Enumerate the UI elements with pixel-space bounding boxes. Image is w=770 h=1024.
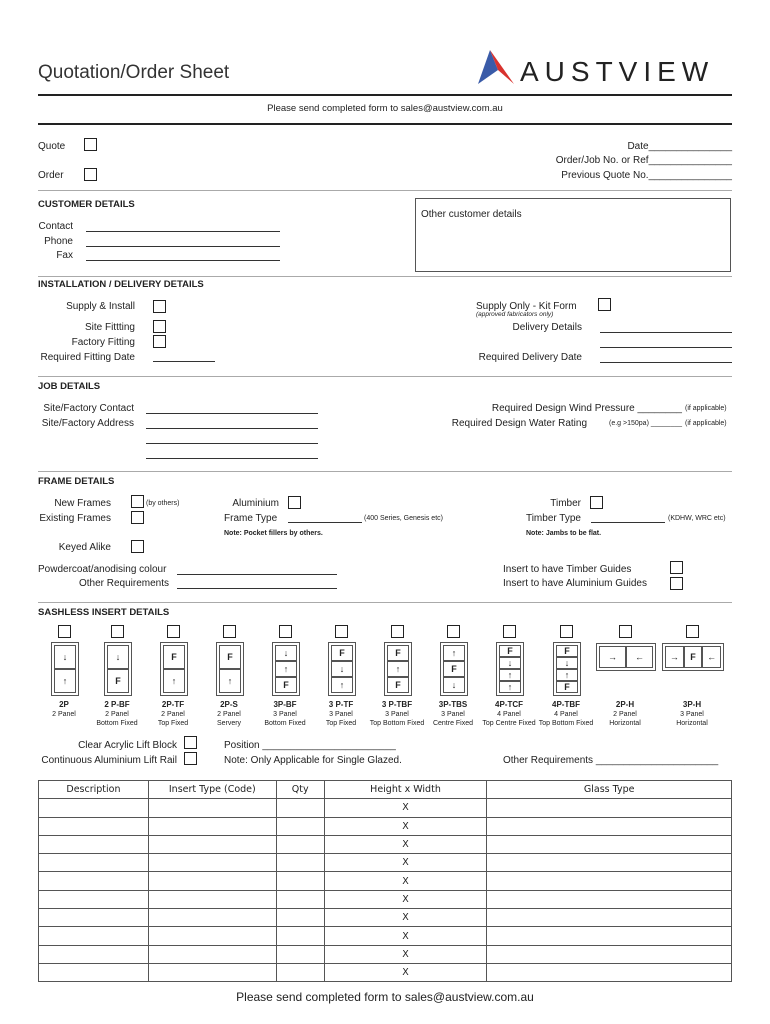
water-if-applicable: (if applicable): [685, 420, 727, 427]
lift-rail-checkbox[interactable]: [184, 752, 197, 765]
frame-type-label: Frame Type: [224, 513, 278, 524]
existing-frames-label: Existing Frames: [39, 513, 111, 524]
down-arrow-icon: ↓: [499, 657, 521, 669]
sashless-diagram: [440, 642, 468, 696]
timber-type-label: Timber Type: [525, 513, 581, 524]
height-width-cell[interactable]: X: [324, 854, 487, 872]
other-customer-details-label: Other customer details: [421, 209, 522, 220]
sashless-panel-count: 3 Panel: [329, 711, 353, 718]
sashless-panel-count: 2 Panel: [52, 711, 76, 718]
lift-block-checkbox[interactable]: [184, 736, 197, 749]
description-cell[interactable]: [39, 854, 149, 872]
sashless-panel-count: 3 Panel: [385, 711, 409, 718]
divider: [38, 376, 732, 377]
sashless-checkbox[interactable]: [560, 625, 573, 638]
page-title: Quotation/Order Sheet: [38, 62, 230, 83]
fixed-pane: F: [219, 645, 241, 669]
sashless-code: 4P-TBF: [552, 700, 580, 709]
wind-if-applicable: (if applicable): [685, 405, 727, 412]
required-fitting-date-input[interactable]: [153, 361, 215, 362]
new-frames-label: New Frames: [54, 498, 111, 509]
table-row: [39, 835, 732, 853]
sashless-diagram: [216, 642, 244, 696]
description-cell[interactable]: [39, 817, 149, 835]
other-requirements-label: Other Requirements: [78, 578, 169, 589]
down-arrow-icon: ↓: [556, 657, 578, 669]
height-width-cell[interactable]: X: [324, 945, 487, 963]
sashless-description: Top Centre Fixed: [482, 720, 536, 727]
fixed-pane: F: [499, 645, 521, 657]
sashless-code: 2 P-BF: [104, 700, 130, 709]
header-rule: [38, 94, 732, 96]
description-cell[interactable]: [39, 909, 149, 927]
description-cell[interactable]: [39, 835, 149, 853]
height-width-cell[interactable]: X: [324, 909, 487, 927]
new-frames-checkbox[interactable]: [131, 495, 144, 508]
sashless-code: 2P-S: [220, 700, 238, 709]
other-customer-details-box[interactable]: [415, 198, 731, 272]
sashless-diagram: [596, 643, 656, 671]
down-arrow-icon: ↓: [443, 677, 465, 693]
water-rating-field[interactable]: (e.g >150pa) ________: [609, 420, 682, 427]
sashless-heading: SASHLESS INSERT DETAILS: [38, 607, 170, 618]
fixed-pane: F: [331, 645, 353, 661]
qty-cell[interactable]: [276, 890, 324, 908]
supply-only-checkbox[interactable]: [598, 298, 611, 311]
divider: [38, 276, 732, 277]
qty-cell[interactable]: [276, 909, 324, 927]
order-table: [38, 780, 732, 982]
timber-checkbox[interactable]: [590, 496, 603, 509]
fixed-pane: F: [387, 645, 409, 661]
fixed-pane: F: [387, 677, 409, 693]
left-arrow-icon: ←: [702, 646, 721, 668]
insert-type-cell[interactable]: [148, 854, 276, 872]
approved-note: (approved fabricators only): [476, 311, 554, 318]
required-fitting-date-label: Required Fitting Date: [40, 352, 135, 363]
height-width-cell[interactable]: X: [324, 890, 487, 908]
site-fitting-checkbox[interactable]: [153, 320, 166, 333]
water-rating-label: Required Design Water Rating: [451, 418, 587, 429]
glass-type-cell[interactable]: [487, 909, 732, 927]
powdercoat-input[interactable]: [177, 574, 337, 575]
fixed-pane: F: [275, 677, 297, 693]
supply-install-label: Supply & Install: [66, 301, 135, 312]
by-others-note: (by others): [146, 500, 180, 507]
sashless-description: Top Bottom Fixed: [538, 720, 594, 727]
phone-input[interactable]: [86, 246, 280, 247]
down-arrow-icon: ↓: [107, 645, 129, 669]
fixed-pane: F: [684, 646, 703, 668]
table-row: [39, 817, 732, 835]
sashless-code: 3 P-TBF: [381, 700, 413, 709]
sashless-panel-count: 3 Panel: [680, 711, 704, 718]
sashless-checkbox[interactable]: [167, 625, 180, 638]
fixed-pane: F: [556, 645, 578, 657]
sashless-diagram: [662, 643, 724, 671]
table-row: [39, 799, 732, 817]
install-heading: INSTALLATION / DELIVERY DETAILS: [38, 279, 204, 290]
table-row: [39, 890, 732, 908]
lift-block-label: Clear Acrylic Lift Block: [78, 740, 177, 751]
sashless-checkbox[interactable]: [619, 625, 632, 638]
sashless-description: Horizontal: [676, 720, 708, 727]
right-arrow-icon: →: [599, 646, 626, 668]
frame-heading: FRAME DETAILS: [38, 476, 115, 487]
sashless-checkbox[interactable]: [686, 625, 699, 638]
header-rule-2: [38, 123, 732, 125]
height-width-cell[interactable]: X: [324, 835, 487, 853]
sashless-code: 3P-BF: [273, 700, 297, 709]
position-field[interactable]: Position ________________________: [224, 740, 396, 751]
other-requirements-input[interactable]: [177, 588, 337, 589]
description-cell[interactable]: [39, 890, 149, 908]
aluminium-checkbox[interactable]: [288, 496, 301, 509]
height-width-cell[interactable]: X: [324, 872, 487, 890]
supply-install-checkbox[interactable]: [153, 300, 166, 313]
sashless-code: 3P-TBS: [438, 700, 468, 709]
order-label: Order: [38, 170, 64, 181]
wind-pressure-field[interactable]: Required Design Wind Pressure ________: [491, 403, 682, 414]
glass-type-cell[interactable]: [487, 927, 732, 945]
insert-type-cell[interactable]: [148, 817, 276, 835]
height-width-cell[interactable]: X: [324, 799, 487, 817]
frame-type-note: (400 Series, Genesis etc): [364, 515, 443, 522]
up-arrow-icon: ↑: [387, 661, 409, 677]
sashless-description: Bottom Fixed: [264, 720, 306, 727]
divider: [38, 190, 732, 191]
instruction-text: Please send completed form to sales@austview.com.au: [267, 103, 503, 114]
sashless-code: 2P-TF: [161, 700, 185, 709]
aluminium-guides-checkbox[interactable]: [670, 577, 683, 590]
austview-logo-icon: [476, 48, 520, 88]
fax-input[interactable]: [86, 260, 280, 261]
up-arrow-icon: ↑: [556, 669, 578, 681]
sashless-panel-count: 3 Panel: [273, 711, 297, 718]
divider: [38, 471, 732, 472]
sashless-diagram: [51, 642, 79, 696]
column-header: Insert Type (Code): [148, 781, 276, 799]
job-heading: JOB DETAILS: [38, 381, 101, 392]
sashless-code: 2P-H: [615, 700, 635, 709]
qty-cell[interactable]: [276, 872, 324, 890]
glass-type-cell[interactable]: [487, 817, 732, 835]
sashless-code: 4P-TCF: [495, 700, 523, 709]
sashless-panel-count: 4 Panel: [554, 711, 578, 718]
qty-cell[interactable]: [276, 799, 324, 817]
insert-type-cell[interactable]: [148, 890, 276, 908]
frame-type-input[interactable]: [288, 522, 362, 523]
sashless-description: Bottom Fixed: [96, 720, 138, 727]
up-arrow-icon: ↑: [219, 669, 241, 693]
up-arrow-icon: ↑: [275, 661, 297, 677]
supply-only-label: Supply Only - Kit Form: [476, 301, 577, 312]
sashless-description: Top Bottom Fixed: [369, 720, 425, 727]
qty-cell[interactable]: [276, 963, 324, 981]
description-cell[interactable]: [39, 963, 149, 981]
sashless-diagram: [496, 642, 524, 696]
footer-text: Please send completed form to sales@austview.com.au: [236, 990, 534, 1004]
up-arrow-icon: ↑: [499, 669, 521, 681]
sashless-diagram: [328, 642, 356, 696]
timber-label: Timber: [550, 498, 581, 509]
table-row: [39, 872, 732, 890]
keyed-alike-checkbox[interactable]: [131, 540, 144, 553]
description-cell[interactable]: [39, 872, 149, 890]
site-address-input-1[interactable]: [146, 428, 318, 429]
qty-cell[interactable]: [276, 854, 324, 872]
job-number-field[interactable]: Order/Job No. or Ref_______________: [555, 155, 732, 166]
insert-type-cell[interactable]: [148, 963, 276, 981]
contact-label: Contact: [38, 221, 73, 232]
sashless-checkbox[interactable]: [335, 625, 348, 638]
factory-fitting-label: Factory Fitting: [71, 337, 135, 348]
timber-guides-checkbox[interactable]: [670, 561, 683, 574]
site-contact-input[interactable]: [146, 413, 318, 414]
glass-type-cell[interactable]: [487, 835, 732, 853]
sashless-diagram: [384, 642, 412, 696]
site-fitting-label: Site Fittting: [84, 322, 135, 333]
left-arrow-icon: ←: [626, 646, 653, 668]
description-cell[interactable]: [39, 945, 149, 963]
sashless-other-requirements-field[interactable]: Other Requirements ______________________: [503, 755, 719, 766]
customer-heading: CUSTOMER DETAILS: [38, 199, 135, 210]
glass-type-cell[interactable]: [487, 963, 732, 981]
timber-type-note: (KDHW, WRC etc): [668, 515, 726, 522]
insert-type-cell[interactable]: [148, 799, 276, 817]
sashless-panel-count: 4 Panel: [497, 711, 521, 718]
glass-type-cell[interactable]: [487, 872, 732, 890]
qty-cell[interactable]: [276, 945, 324, 963]
sashless-panel-count: 2 Panel: [613, 711, 637, 718]
jambs-note: Note: Jambs to be flat.: [526, 530, 602, 537]
insert-type-cell[interactable]: [148, 945, 276, 963]
sashless-description: Top Fixed: [157, 720, 189, 727]
fax-label: Fax: [56, 250, 73, 261]
sashless-code: 3P-H: [682, 700, 702, 709]
up-arrow-icon: ↑: [54, 669, 76, 693]
sashless-checkbox[interactable]: [223, 625, 236, 638]
qty-cell[interactable]: [276, 835, 324, 853]
timber-type-input[interactable]: [591, 522, 665, 523]
sashless-checkbox[interactable]: [279, 625, 292, 638]
glazed-note: Note: Only Applicable for Single Glazed.: [224, 755, 402, 766]
lift-rail-label: Continuous Aluminium Lift Rail: [41, 755, 177, 766]
divider: [38, 602, 732, 603]
required-delivery-date-label: Required Delivery Date: [478, 352, 582, 363]
fixed-pane: F: [163, 645, 185, 669]
right-arrow-icon: →: [665, 646, 684, 668]
height-width-cell[interactable]: X: [324, 927, 487, 945]
glass-type-cell[interactable]: [487, 854, 732, 872]
glass-type-cell[interactable]: [487, 799, 732, 817]
up-arrow-icon: ↑: [443, 645, 465, 661]
order-checkbox[interactable]: [84, 168, 97, 181]
up-arrow-icon: ↑: [163, 669, 185, 693]
column-header: Glass Type: [487, 781, 732, 799]
sashless-checkbox[interactable]: [447, 625, 460, 638]
sashless-description: Servery: [216, 720, 242, 727]
sashless-panel-count: 2 Panel: [217, 711, 241, 718]
required-delivery-date-input[interactable]: [600, 362, 732, 363]
sashless-diagram: [272, 642, 300, 696]
table-row: [39, 854, 732, 872]
sashless-panel-count: 2 Panel: [161, 711, 185, 718]
factory-fitting-checkbox[interactable]: [153, 335, 166, 348]
down-arrow-icon: ↓: [275, 645, 297, 661]
column-header: Qty: [276, 781, 324, 799]
fixed-pane: F: [556, 681, 578, 693]
delivery-details-input-1[interactable]: [600, 332, 732, 333]
quote-label: Quote: [38, 141, 66, 152]
existing-frames-checkbox[interactable]: [131, 511, 144, 524]
fixed-pane: F: [443, 661, 465, 677]
insert-type-cell[interactable]: [148, 872, 276, 890]
fixed-pane: F: [107, 669, 129, 693]
table-header-row: [39, 781, 732, 799]
sashless-code: 3 P-TF: [328, 700, 354, 709]
keyed-alike-label: Keyed Alike: [58, 542, 111, 553]
sashless-code: 2P: [59, 700, 69, 709]
up-arrow-icon: ↑: [331, 677, 353, 693]
down-arrow-icon: ↓: [54, 645, 76, 669]
sashless-checkbox[interactable]: [111, 625, 124, 638]
sashless-diagram: [553, 642, 581, 696]
brand-name: AUSTVIEW: [520, 56, 715, 87]
previous-quote-field[interactable]: Previous Quote No._______________: [561, 170, 732, 181]
down-arrow-icon: ↓: [331, 661, 353, 677]
site-address-input-3[interactable]: [146, 458, 318, 459]
delivery-details-input-2[interactable]: [600, 347, 732, 348]
aluminium-guides-label: Insert to have Aluminium Guides: [503, 578, 647, 589]
pocket-note: Note: Pocket fillers by others.: [224, 530, 323, 537]
sashless-checkbox[interactable]: [391, 625, 404, 638]
sashless-checkbox[interactable]: [58, 625, 71, 638]
sashless-description: Centre Fixed: [432, 720, 474, 727]
table-row: [39, 963, 732, 981]
glass-type-cell[interactable]: [487, 890, 732, 908]
site-address-label: Site/Factory Address: [41, 418, 134, 429]
sashless-panel-count: 3 Panel: [441, 711, 465, 718]
glass-type-cell[interactable]: [487, 945, 732, 963]
height-width-cell[interactable]: X: [324, 963, 487, 981]
site-contact-label: Site/Factory Contact: [43, 403, 134, 414]
insert-type-cell[interactable]: [148, 927, 276, 945]
table-row: [39, 945, 732, 963]
sashless-diagram: [160, 642, 188, 696]
table-row: [39, 909, 732, 927]
sashless-description: Horizontal: [609, 720, 641, 727]
insert-type-cell[interactable]: [148, 835, 276, 853]
qty-cell[interactable]: [276, 927, 324, 945]
up-arrow-icon: ↑: [499, 681, 521, 693]
phone-label: Phone: [44, 236, 73, 247]
column-header: Description: [39, 781, 149, 799]
height-width-cell[interactable]: X: [324, 817, 487, 835]
sashless-panel-count: 2 Panel: [105, 711, 129, 718]
description-cell[interactable]: [39, 927, 149, 945]
date-field[interactable]: Date_______________: [627, 141, 732, 152]
sashless-description: Top Fixed: [325, 720, 357, 727]
column-header: Height x Width: [324, 781, 487, 799]
powdercoat-label: Powdercoat/anodising colour: [38, 564, 167, 575]
timber-guides-label: Insert to have Timber Guides: [503, 564, 632, 575]
delivery-details-label: Delivery Details: [512, 322, 582, 333]
sashless-diagram: [104, 642, 132, 696]
table-row: [39, 927, 732, 945]
quote-checkbox[interactable]: [84, 138, 97, 151]
site-address-input-2[interactable]: [146, 443, 318, 444]
qty-cell[interactable]: [276, 817, 324, 835]
contact-input[interactable]: [86, 231, 280, 232]
description-cell[interactable]: [39, 799, 149, 817]
aluminium-label: Aluminium: [232, 498, 279, 509]
sashless-checkbox[interactable]: [503, 625, 516, 638]
insert-type-cell[interactable]: [148, 909, 276, 927]
